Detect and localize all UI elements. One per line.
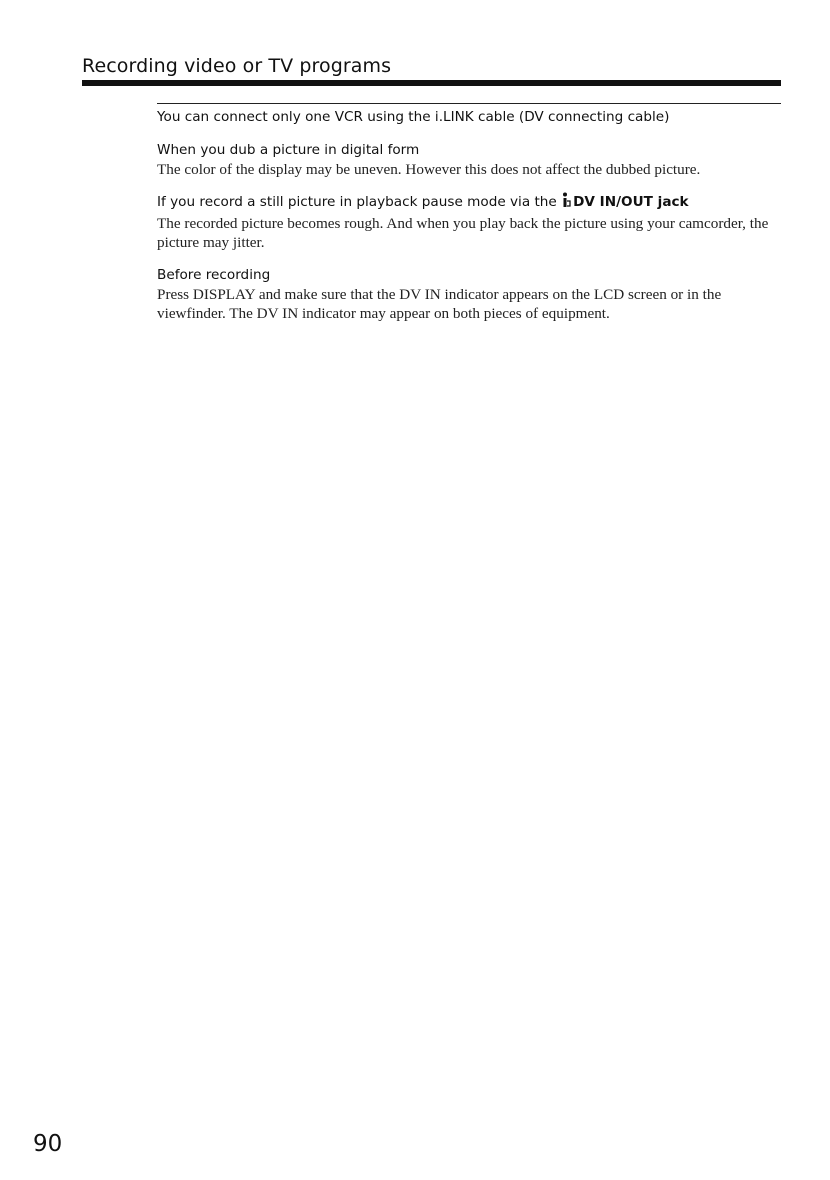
section-heading-digital-dub: When you dub a picture in digital form — [157, 142, 420, 158]
heading-prefix: If you record a still picture in playback pause mode via the — [157, 194, 557, 210]
title-rule — [82, 80, 781, 86]
i-link-icon — [561, 192, 571, 214]
connect-note: You can connect only one VCR using the i.LINK cable (DV connecting cable) — [157, 109, 670, 125]
section-title: Recording video or TV programs — [82, 55, 392, 77]
heading-suffix: DV IN/OUT jack — [573, 194, 689, 210]
section-body-digital-dub: The color of the display may be uneven. However this does not affect the dubbed picture. — [157, 161, 701, 178]
page-number: 90 — [33, 1131, 63, 1157]
section-body-before-recording: Press DISPLAY and make sure that the DV IN indicator appears on the LCD screen or in the viewfinder. The DV IN indicator may appear on both pieces of equipment. — [157, 286, 722, 322]
section-heading-before-recording: Before recording — [157, 267, 271, 283]
page-content — [157, 103, 781, 336]
note-rule — [157, 103, 781, 104]
section-body-still-picture: The recorded picture becomes rough. And when you play back the picture using your camcorder, the picture may jitter. — [157, 215, 769, 251]
section-heading-still-picture — [157, 192, 781, 214]
